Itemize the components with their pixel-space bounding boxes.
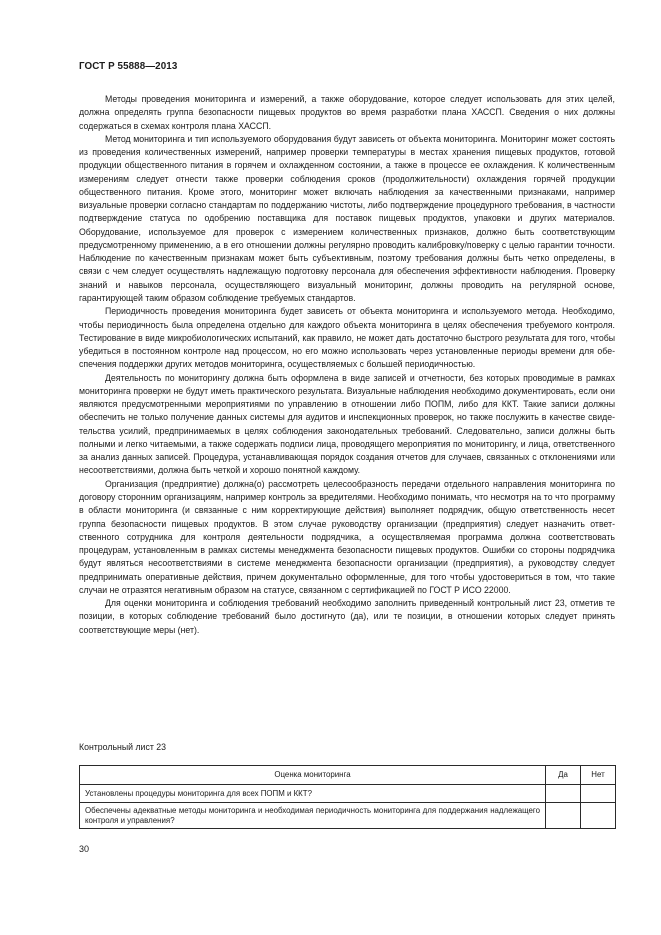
table-caption: Контрольный лист 23 <box>79 742 166 752</box>
table-row <box>80 803 616 829</box>
paragraph-outsourcing: Организация (предприятие) должна(о) рассмотреть целесообразность передачи отдельного направления мониторинга по договору сторонним организациям, например контроль за вредителями. Необходимо понимать, что несмотря на то что программу в области мониторинга (и связанные с ним корректирующие действия) выполняет подрядчик, общую ответственность несет группа безопасности пищевых продуктов. В этом случае руководству организации (предприятия) следует назначить ответственного сотрудника для контроля деятельности подрядчика, а осуществляемая программа должна соответствовать процедурам, установленным в рамках системы менеджмента безопасности пищевых продуктов. Ошибки со стороны подрядчика будут являться несоответствиями в системе менеджмента безопасности организации (предприятия), а руководству следует предпринимать оперативные действия, причем документально оформленные, для того чтобы удостовериться в том, что такие случаи не отразятся негативным образом на статусе, связанном с сертификацией по ГОСТ Р ИСО 22000. <box>79 478 615 595</box>
paragraph-monitoring-method-equipment: Метод мониторинга и тип используемого оборудования будут зависеть от объекта мониторинга. Мониторинг может состоять из проведения количественных измерений, например проверки температуры в местах хранения пищевых продуктов, готовой продукции общественного питания в горячем и охлажденном состоянии, а также в процессе ее охлаждения. К количественным измерениям следует отнести также проверки соблюдения сроков (продолжительности) охлаждения горячей продукции общественного питания. Кроме этого, мониторинг может включать наблюдения за качественными признаками, например визуальные проверки согласно стандартам по поддержанию чистоты, либо подтверждение процедурного требования, в частности подтверждение статуса по одобрению поставщика для поставок пищевых продуктов, упаковки и других материалов. Оборудование, используемое для проверок с измерением количественных признаков, должно быть соответствующим предусмотренному применению, а в его отношении должны регулярно проводить калибровку/поверку с целью гарантии точности. Наблюдение по качественным признакам может быть субъективным, поэтому требования должны быть четко определены, в связи с чем следует осуществлять надлежащую подготовку персонала для обеспечения эффективности наблюдения. Проверку знаний и навыков персонала, осуществляющего визуальный мониторинг, должны проводить на регулярной основе, гарантирующей таким образом соблюдение требуемых стандартов. <box>79 133 615 303</box>
question-cell: Обеспечены адекватные методы мониторинга и необходимая периодичность мониторинга для поддержания надлежащего контроля и управления? <box>80 803 546 829</box>
no-checkbox-cell[interactable] <box>581 803 616 829</box>
page-number: 30 <box>79 844 90 854</box>
column-header-yes: Да <box>546 766 581 785</box>
checklist-table <box>79 765 616 829</box>
body-text <box>79 93 615 637</box>
paragraph-monitoring-frequency: Периодичность проведения мониторинга будет зависеть от объекта мониторинга и используемого метода. Необходимо, чтобы периодичность была определена отдельно для каждого объекта мониторинга в целях обеспечения требуемого контроля. Тестирование в виде микробиологических испытаний, как правило, не может дать достаточно быстрого результата для того, чтобы убедиться в постоянном контроле над процессом, но его можно использовать через установленные периоды времени для обеспечения поддержки других методов мониторинга, осуществляемых с большей периодичностью. <box>79 306 615 370</box>
paragraph-checklist-instruction: Для оценки мониторинга и соблюдения требований необходимо заполнить приведенный контрольный лист 23, отметив те позиции, в которых соблюдение требований было достигнуто (да), или те позиции, в отношении которых следует принять соответствующие меры (нет). <box>79 598 615 635</box>
column-header-no: Нет <box>581 766 616 785</box>
no-checkbox-cell[interactable] <box>581 785 616 803</box>
table-header-row <box>80 766 616 785</box>
paragraph-monitoring-methods: Методы проведения мониторинга и измерений, а также оборудование, которое следует использовать для этих целей, должна определять группа безопасности пищевых продуктов во время разработки плана ХАССП. Сведения о них должны содержаться в схемах контроля плана ХАССП. <box>79 94 615 131</box>
standard-header: ГОСТ Р 55888—2013 <box>79 61 178 72</box>
yes-checkbox-cell[interactable] <box>546 803 581 829</box>
paragraph-monitoring-records: Деятельность по мониторингу должна быть оформлена в виде записей и отчетности, без которых проводимые в рамках мониторинга проверки не будут иметь практического результата. Визуальные наблюдения необходимо документировать, если они являются предусмотренными мероприятиями по управлению в отношении либо ПОПМ, либо для ККТ. Такие записи должны обеспечить не только получение данных системы для аудитов и инспекционных проверок, но также послужить в качестве свидетельства усилий, предпринимаемых в целях соблюдения законодательных требований. Следовательно, записи должны быть полными и легко читаемыми, а также содержать подписи лица, проводящего мероприятия по мониторингу, и лица, ответственного за анализ данных записей. Процедура, устанавливающая порядок создания отчетов для случаев, связанных с отклонениями или несоответствиями, должна быть четкой и хорошо понятной каждому. <box>79 372 615 476</box>
yes-checkbox-cell[interactable] <box>546 785 581 803</box>
question-cell: Установлены процедуры мониторинга для всех ПОПМ и ККТ? <box>80 785 546 803</box>
column-header-assessment: Оценка мониторинга <box>80 766 546 785</box>
table-row <box>80 785 616 803</box>
